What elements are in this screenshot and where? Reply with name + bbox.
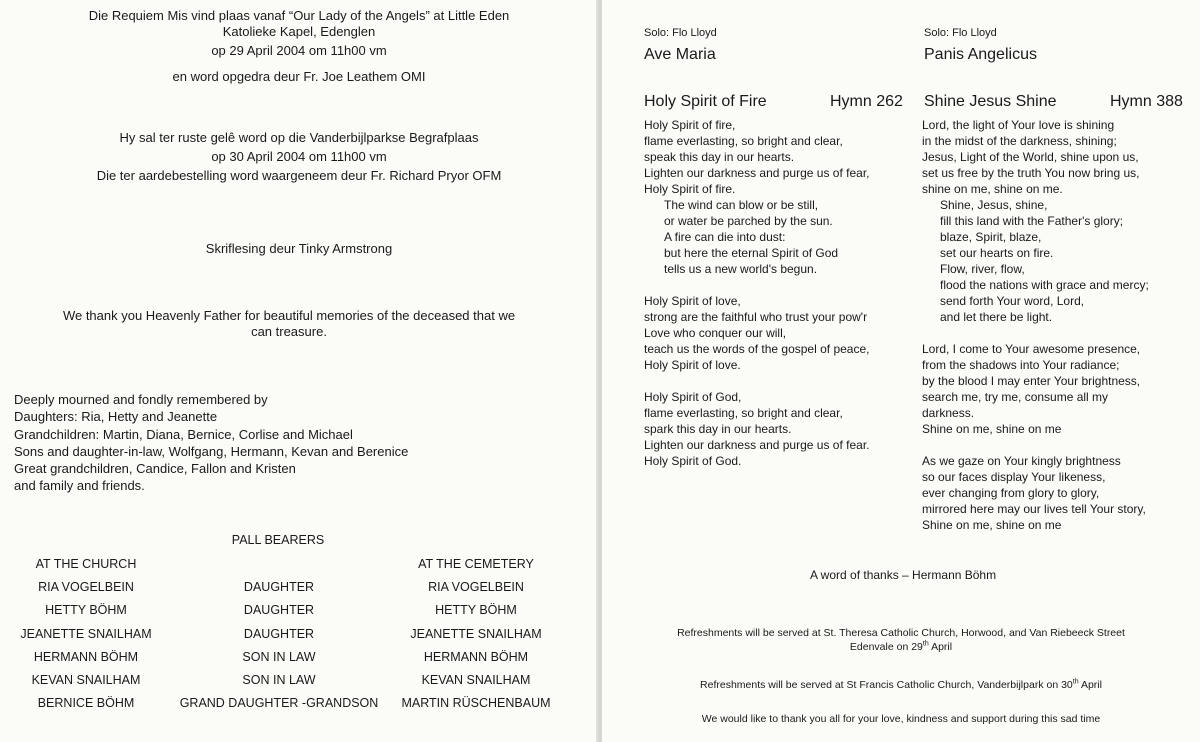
lyric-line: Holy Spirit of love. bbox=[644, 358, 741, 372]
lyric-line: by the blood I may enter Your brightness, bbox=[922, 374, 1141, 388]
lyric-line: blaze, Spirit, blaze, bbox=[940, 230, 1042, 244]
pallbearers-cemetery-column bbox=[392, 556, 560, 718]
lyric-line: A fire can die into dust: bbox=[664, 230, 786, 244]
lyric-line: send forth Your word, Lord, bbox=[940, 294, 1085, 308]
lyric-line: fill this land with the Father's glory; bbox=[940, 214, 1124, 228]
church-bearer: RIA VOGELBEIN bbox=[38, 580, 134, 595]
refresh-line-2: Edenvale on 29th April bbox=[849, 640, 953, 653]
hymn2-number: Hymn 388 bbox=[1110, 93, 1183, 110]
church-bearer: JEANETTE SNAILHAM bbox=[20, 626, 152, 641]
lyric-line: Shine, Jesus, shine, bbox=[940, 198, 1048, 212]
lyric-line: tells us a new world's begun. bbox=[664, 262, 818, 276]
family-line: Grandchildren: Martin, Diana, Bernice, Corlise and Michael bbox=[14, 426, 353, 442]
lyric-line: The wind can blow or be still, bbox=[664, 198, 819, 212]
refreshments-edenvale bbox=[602, 626, 1200, 654]
relation: DAUGHTER bbox=[243, 603, 315, 618]
lyric-line: search me, try me, consume all my bbox=[922, 390, 1109, 404]
church-bearer: KEVAN SNAILHAM bbox=[31, 672, 141, 687]
family-line: and family and friends. bbox=[14, 478, 145, 494]
pallbearers-church-column bbox=[0, 556, 172, 718]
burial-line-2: op 30 April 2004 om 11h00 vm bbox=[211, 149, 387, 164]
lyric-line: Holy Spirit of fire. bbox=[644, 182, 736, 196]
lyric-line: but here the eternal Spirit of God bbox=[664, 246, 839, 260]
thanks-line-2: can treasure. bbox=[251, 324, 327, 339]
solo-title: Panis Angelicus bbox=[924, 46, 1037, 63]
hymn2-lyrics bbox=[922, 117, 1149, 533]
church-bearer: BERNICE BÖHM bbox=[37, 696, 135, 711]
church-bearer: HETTY BÖHM bbox=[45, 603, 127, 618]
family-line: Deeply mourned and fondly remembered by bbox=[14, 392, 268, 407]
mass-line-4: en word opgedra deur Fr. Joe Leathem OMI bbox=[172, 69, 426, 84]
lyric-line: spark this day in our hearts. bbox=[644, 422, 792, 436]
lyric-line: set our hearts on fire. bbox=[940, 246, 1054, 260]
solo-title: Ave Maria bbox=[644, 46, 716, 63]
mass-line-3: op 29 April 2004 om 11h00 vm bbox=[211, 43, 387, 58]
solo-panis-angelicus bbox=[924, 26, 1037, 64]
mass-block bbox=[0, 8, 598, 85]
mass-line-2: Katolieke Kapel, Edenglen bbox=[222, 24, 376, 39]
hymn1-lyrics bbox=[644, 117, 870, 469]
family-line: Sons and daughter-in-law, Wolfgang, Hermann, Kevan and Berenice bbox=[14, 443, 409, 459]
lyric-line: As we gaze on Your kingly brightness bbox=[922, 454, 1121, 468]
relation: DAUGHTER bbox=[243, 580, 315, 595]
lyric-line: Lighten our darkness and purge us of fear. bbox=[644, 438, 870, 452]
relation: SON IN LAW bbox=[242, 672, 316, 687]
solo-label: Solo: Flo Lloyd bbox=[924, 27, 997, 39]
cemetery-header: AT THE CEMETERY bbox=[418, 557, 534, 571]
cemetery-bearer: JEANETTE SNAILHAM bbox=[410, 626, 542, 641]
lyric-line: ever changing from glory to glory, bbox=[922, 486, 1100, 500]
relation-spacer bbox=[166, 556, 392, 579]
lyric-line: flame everlasting, so bright and clear, bbox=[644, 406, 843, 420]
relation: SON IN LAW bbox=[242, 649, 316, 664]
lyric-line: so our faces display Your likeness, bbox=[922, 470, 1106, 484]
cemetery-bearer: HERMANN BÖHM bbox=[423, 649, 529, 664]
hymn1-title: Holy Spirit of Fire bbox=[644, 93, 767, 110]
lyric-line: and let there be light. bbox=[940, 310, 1053, 324]
lyric-line: Love who conquer our will, bbox=[644, 326, 787, 340]
thanks-block bbox=[0, 308, 578, 340]
refresh-line-1: Refreshments will be served at St. Theresa Catholic Church, Horwood, and Van Riebeeck Street bbox=[677, 627, 1125, 639]
relation: GRAND DAUGHTER -GRANDSON bbox=[179, 696, 379, 711]
cemetery-bearer: RIA VOGELBEIN bbox=[428, 580, 524, 595]
hymn1-number: Hymn 262 bbox=[830, 93, 903, 110]
church-bearer: HERMANN BÖHM bbox=[33, 649, 139, 664]
solo-ave-maria bbox=[644, 26, 717, 64]
lyric-line: set us free by the truth You now bring us, bbox=[922, 166, 1140, 180]
lyric-line: in the midst of the darkness, shining; bbox=[922, 134, 1117, 148]
burial-line-3: Die ter aardebestelling word waargeneem deur Fr. Richard Pryor OFM bbox=[96, 168, 502, 183]
mass-line-1: Die Requiem Mis vind plaas vanaf “Our Lady of the Angels” at Little Eden bbox=[88, 8, 510, 23]
pallbearers-relation-column bbox=[166, 556, 392, 718]
cemetery-bearer: KEVAN SNAILHAM bbox=[421, 672, 531, 687]
lyric-line: Shine on me, shine on me bbox=[922, 518, 1062, 532]
burial-block bbox=[0, 130, 598, 184]
family-block bbox=[14, 391, 408, 495]
relation: DAUGHTER bbox=[243, 626, 315, 641]
hymn2-title: Shine Jesus Shine bbox=[924, 93, 1057, 110]
lyric-line: Holy Spirit of God. bbox=[644, 454, 742, 468]
family-line: Daughters: Ria, Hetty and Jeanette bbox=[14, 409, 218, 425]
lyric-line: or water be parched by the sun. bbox=[664, 214, 833, 228]
refreshments-vanderbijlpark: Refreshments will be served at St Francis Catholic Church, Vanderbijlpark on 30th April bbox=[700, 678, 1102, 691]
thanks-line-1: We thank you Heavenly Father for beautiful memories of the deceased that we bbox=[62, 308, 516, 323]
closing-thanks: We would like to thank you all for your love, kindness and support during this sad time bbox=[701, 713, 1101, 725]
pallbearers-title: PALL BEARERS bbox=[231, 533, 325, 547]
lyric-line: flame everlasting, so bright and clear, bbox=[644, 134, 843, 148]
lyric-line: from the shadows into Your radiance; bbox=[922, 358, 1120, 372]
cemetery-bearer: HETTY BÖHM bbox=[435, 603, 517, 618]
lyric-line: Lord, I come to Your awesome presence, bbox=[922, 342, 1141, 356]
lyric-line: Holy Spirit of fire, bbox=[644, 118, 736, 132]
lyric-line: darkness. bbox=[922, 406, 975, 420]
family-line: Great grandchildren, Candice, Fallon and Kristen bbox=[14, 461, 296, 477]
lyric-line: mirrored here may our lives tell Your story, bbox=[922, 502, 1146, 516]
lyric-line: Jesus, Light of the World, shine upon us, bbox=[922, 150, 1139, 164]
right-page bbox=[602, 0, 1200, 742]
burial-line-1: Hy sal ter ruste gelê word op die Vanderbijlparkse Begrafplaas bbox=[119, 130, 479, 145]
lyric-line: shine on me, shine on me. bbox=[922, 182, 1063, 196]
solo-label: Solo: Flo Lloyd bbox=[644, 27, 717, 39]
lyric-line: Lighten our darkness and purge us of fear, bbox=[644, 166, 870, 180]
left-page bbox=[0, 0, 598, 742]
reading-line: Skriflesing deur Tinky Armstrong bbox=[205, 241, 393, 256]
lyric-line: Flow, river, flow, bbox=[940, 262, 1025, 276]
lyric-line: Lord, the light of Your love is shining bbox=[922, 118, 1115, 132]
lyric-line: Holy Spirit of love, bbox=[644, 294, 741, 308]
lyric-line: Shine on me, shine on me bbox=[922, 422, 1062, 436]
lyric-line: strong are the faithful who trust your pow'r bbox=[644, 310, 868, 324]
lyric-line: speak this day in our hearts. bbox=[644, 150, 795, 164]
lyric-line: Holy Spirit of God, bbox=[644, 390, 742, 404]
cemetery-bearer: MARTIN RÜSCHENBAUM bbox=[401, 696, 551, 711]
church-header: AT THE CHURCH bbox=[35, 557, 137, 571]
word-of-thanks: A word of thanks – Hermann Böhm bbox=[810, 568, 997, 582]
lyric-line: teach us the words of the gospel of peace, bbox=[644, 342, 870, 356]
lyric-line: flood the nations with grace and mercy; bbox=[940, 278, 1149, 292]
